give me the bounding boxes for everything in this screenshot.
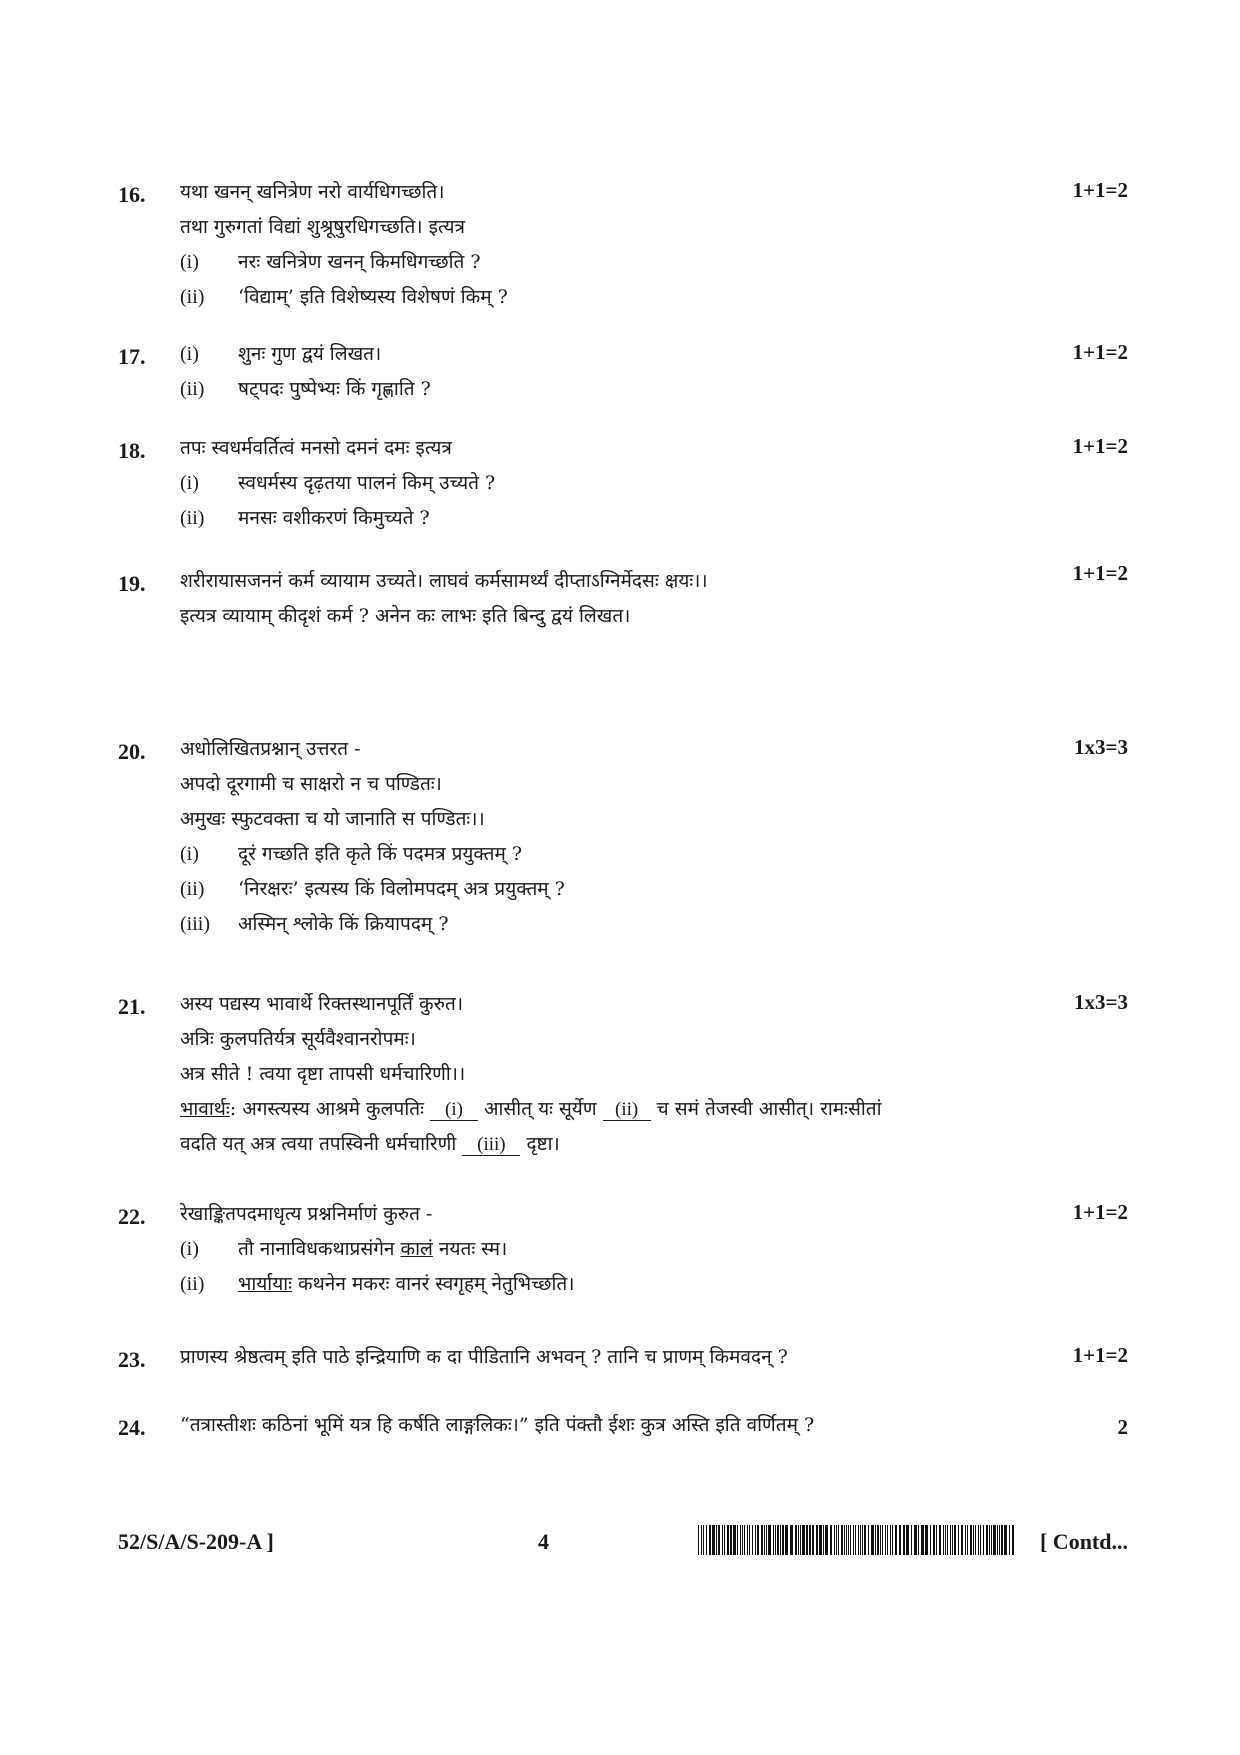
sub-text: शुनः गुण द्वयं लिखत। bbox=[238, 343, 382, 365]
sub-label: (ii) bbox=[180, 878, 205, 900]
barcode-bar bbox=[1009, 1525, 1010, 1555]
barcode-bar bbox=[761, 1525, 763, 1555]
verse-line: अत्र सीते ! त्वया दृष्टा तापसी धर्मचारिणी।। bbox=[180, 1063, 466, 1085]
page-footer bbox=[118, 1525, 1128, 1565]
sub-text: मनसः वशीकरणं किमुच्यते ? bbox=[238, 507, 430, 529]
barcode-bar bbox=[819, 1525, 822, 1555]
barcode-bar bbox=[864, 1525, 866, 1555]
sub-text: दूरं गच्छति इति कृते किं पदमत्र प्रयुक्तम् ? bbox=[238, 843, 523, 865]
bhavarth-text: आसीत् यः सूर्येण bbox=[484, 1098, 597, 1120]
question-text: शरीरायासजननं कर्म व्यायाम उच्यते। लाघवं कर्मसामर्थ्यं दीप्ताऽग्निर्मेदसः क्षयः।। bbox=[180, 570, 708, 592]
sub-label: (i) bbox=[180, 343, 199, 365]
barcode-bar bbox=[703, 1525, 704, 1555]
barcode-bar bbox=[744, 1525, 745, 1555]
barcode-bar bbox=[701, 1525, 702, 1555]
barcode-bar bbox=[877, 1525, 879, 1555]
barcode-bar bbox=[733, 1525, 736, 1555]
question-marks: 2 bbox=[1117, 1415, 1128, 1439]
barcode-bar bbox=[775, 1525, 776, 1555]
barcode-bar bbox=[800, 1525, 801, 1555]
sub-text: ‘विद्याम्’ इति विशेष्यस्य विशेषणं किम् ? bbox=[238, 286, 508, 308]
sub-question bbox=[180, 875, 565, 901]
sub-label: (ii) bbox=[180, 378, 205, 400]
sub-text: षट्पदः पुष्पेभ्यः किं गृह्णाति ? bbox=[238, 378, 431, 400]
question-18 bbox=[118, 434, 1128, 539]
question-24 bbox=[118, 1411, 1128, 1446]
barcode-bar bbox=[1012, 1525, 1014, 1555]
underlined-word: भार्यायाः bbox=[238, 1273, 292, 1295]
barcode-bar bbox=[965, 1525, 966, 1555]
question-marks: 1x3=3 bbox=[1074, 735, 1128, 759]
barcode-bar bbox=[755, 1525, 756, 1555]
barcode-bar bbox=[853, 1525, 854, 1555]
question-marks: 1+1=2 bbox=[1072, 1200, 1128, 1224]
blank-i: (i) bbox=[430, 1100, 478, 1121]
barcode-bar bbox=[993, 1525, 996, 1555]
barcode-bar bbox=[809, 1525, 811, 1555]
barcode-bar bbox=[752, 1525, 753, 1555]
sub-text: नरः खनित्रेण खनन् किमधिगच्छति ? bbox=[238, 251, 481, 273]
question-22 bbox=[118, 1200, 1128, 1305]
sub-label: (i) bbox=[180, 843, 199, 865]
verse-line: अपदो दूरगामी च साक्षरो न च पण्डितः। bbox=[180, 773, 442, 795]
barcode-bar bbox=[885, 1525, 886, 1555]
barcode-bar bbox=[970, 1525, 972, 1555]
sub-label: (iii) bbox=[180, 913, 210, 935]
barcode-bar bbox=[918, 1525, 919, 1555]
question-marks: 1+1=2 bbox=[1072, 1343, 1128, 1367]
question-text: यथा खनन् खनित्रेण नरो वार्यधिगच्छति। bbox=[180, 181, 445, 203]
barcode-bar bbox=[952, 1525, 953, 1555]
barcode-bar bbox=[983, 1525, 984, 1555]
barcode-bar bbox=[973, 1525, 974, 1555]
barcode-bar bbox=[698, 1525, 699, 1555]
question-text: अधोलिखितप्रश्नान् उत्तरत - bbox=[180, 738, 361, 760]
barcode-bar bbox=[887, 1525, 888, 1555]
barcode-bar bbox=[858, 1525, 859, 1555]
barcode-bar bbox=[709, 1525, 711, 1555]
barcode-bar bbox=[871, 1525, 874, 1555]
barcode-bar bbox=[903, 1525, 905, 1555]
barcode-bar bbox=[747, 1525, 748, 1555]
barcode-bar bbox=[986, 1525, 988, 1555]
question-21 bbox=[118, 990, 1128, 1165]
barcode-bar bbox=[868, 1525, 869, 1555]
sub-label: (i) bbox=[180, 1238, 199, 1260]
barcode-bar bbox=[954, 1525, 956, 1555]
barcode-bar bbox=[823, 1525, 824, 1555]
barcode-bar bbox=[947, 1525, 948, 1555]
sub-text: कथनेन मकरः वानरं स्वगृहम् नेतुभिच्छति। bbox=[292, 1273, 575, 1295]
barcode-bar bbox=[718, 1525, 720, 1555]
question-number: 22. bbox=[118, 1204, 146, 1229]
question-20 bbox=[118, 735, 1128, 945]
barcode-bar bbox=[978, 1525, 979, 1555]
barcode-bar bbox=[991, 1525, 992, 1555]
barcode-bar bbox=[936, 1525, 937, 1555]
barcode-bar bbox=[882, 1525, 883, 1555]
sub-label: (ii) bbox=[180, 286, 205, 308]
barcode-bar bbox=[841, 1525, 843, 1555]
barcode-bar bbox=[706, 1525, 707, 1555]
question-number: 16. bbox=[118, 182, 146, 207]
barcode-bar bbox=[899, 1525, 901, 1555]
barcode-bar bbox=[875, 1525, 876, 1555]
barcode-bar bbox=[925, 1525, 928, 1555]
barcode-bar bbox=[997, 1525, 998, 1555]
question-16 bbox=[118, 178, 1128, 308]
barcode-bar bbox=[730, 1525, 732, 1555]
barcode-bar bbox=[1004, 1525, 1007, 1555]
question-marks: 1+1=2 bbox=[1072, 178, 1128, 202]
bhavarth-text: वदति यत् अत्र त्वया तपस्विनी धर्मचारिणी bbox=[180, 1133, 457, 1155]
barcode-bar bbox=[848, 1525, 849, 1555]
barcode-bar bbox=[785, 1525, 788, 1555]
question-number: 20. bbox=[118, 739, 146, 764]
barcode-bar bbox=[855, 1525, 856, 1555]
barcode-bar bbox=[930, 1525, 931, 1555]
barcode-bar bbox=[860, 1525, 861, 1555]
bhavarth-text: दृष्टा। bbox=[526, 1133, 560, 1155]
barcode-bar bbox=[906, 1525, 909, 1555]
blank-ii: (ii) bbox=[603, 1100, 651, 1121]
barcode-bar bbox=[798, 1525, 799, 1555]
barcode-bar bbox=[914, 1525, 917, 1555]
barcode-bar bbox=[844, 1525, 845, 1555]
barcode-bar bbox=[790, 1525, 793, 1555]
barcode-bar bbox=[777, 1525, 779, 1555]
question-number: 18. bbox=[118, 438, 146, 463]
barcode-bar bbox=[862, 1525, 863, 1555]
barcode-bar bbox=[980, 1525, 981, 1555]
barcode-bar bbox=[836, 1525, 837, 1555]
question-marks: 1x3=3 bbox=[1074, 990, 1128, 1014]
page-number: 4 bbox=[538, 1529, 549, 1554]
sub-label: (ii) bbox=[180, 507, 205, 529]
barcode-bar bbox=[749, 1525, 750, 1555]
barcode-bar bbox=[806, 1525, 808, 1555]
barcode-bar bbox=[812, 1525, 814, 1555]
sub-text: अस्मिन् श्लोके किं क्रियापदम् ? bbox=[238, 913, 449, 935]
question-19 bbox=[118, 563, 1128, 638]
barcode-bar bbox=[880, 1525, 881, 1555]
barcode-bar bbox=[712, 1525, 715, 1555]
sub-question bbox=[180, 283, 508, 309]
question-text: अस्य पद्यस्य भावार्थे रिक्तस्थानपूर्तिं कुरुत। bbox=[180, 993, 464, 1015]
question-number: 21. bbox=[118, 994, 146, 1019]
barcode-bar bbox=[895, 1525, 897, 1555]
question-number: 17. bbox=[118, 344, 146, 369]
barcode-icon bbox=[698, 1525, 1016, 1555]
barcode-bar bbox=[816, 1525, 818, 1555]
barcode-bar bbox=[975, 1525, 976, 1555]
verse-line: अत्रिः कुलपतिर्यत्र सूर्यवैश्वानरोपमः। bbox=[180, 1028, 416, 1050]
question-number: 19. bbox=[118, 571, 146, 596]
bhavarth-label: भावार्थः bbox=[180, 1098, 230, 1120]
barcode-bar bbox=[989, 1525, 990, 1555]
sub-question bbox=[180, 375, 431, 401]
sub-label: (i) bbox=[180, 251, 199, 273]
barcode-bar bbox=[945, 1525, 946, 1555]
question-17 bbox=[118, 340, 1128, 410]
barcode-bar bbox=[727, 1525, 729, 1555]
barcode-bar bbox=[958, 1525, 959, 1555]
question-marks: 1+1=2 bbox=[1072, 561, 1128, 585]
bhavarth-line bbox=[180, 1130, 560, 1156]
colon: : bbox=[229, 1098, 243, 1120]
sub-question bbox=[180, 840, 522, 866]
sub-question bbox=[180, 910, 449, 936]
sub-label: (i) bbox=[180, 472, 199, 494]
barcode-bar bbox=[890, 1525, 891, 1555]
question-text: इत्यत्र व्यायाम् कीदृशं कर्म ? अनेन कः लाभः इति बिन्दु द्वयं लिखत। bbox=[180, 605, 631, 627]
barcode-bar bbox=[892, 1525, 893, 1555]
barcode-bar bbox=[740, 1525, 741, 1555]
barcode-bar bbox=[834, 1525, 835, 1555]
sub-question bbox=[180, 504, 430, 530]
sub-question bbox=[180, 1235, 507, 1261]
question-marks: 1+1=2 bbox=[1072, 434, 1128, 458]
question-text: रेखाङ्कितपदमाधृत्य प्रश्ननिर्माणं कुरुत - bbox=[180, 1203, 433, 1225]
question-text: तपः स्वधर्मवर्तित्वं मनसो दमनं दमः इत्यत्र bbox=[180, 437, 452, 459]
continued-label: [ Contd... bbox=[1039, 1529, 1128, 1554]
sub-question bbox=[180, 1270, 574, 1296]
barcode-bar bbox=[1001, 1525, 1003, 1555]
barcode-bar bbox=[802, 1525, 805, 1555]
sub-text: नयतः स्म। bbox=[432, 1238, 508, 1260]
sub-label: (ii) bbox=[180, 1273, 205, 1295]
question-marks: 1+1=2 bbox=[1072, 340, 1128, 364]
barcode-bar bbox=[921, 1525, 924, 1555]
paper-code: 52/S/A/S-209-A ] bbox=[118, 1529, 274, 1554]
barcode-bar bbox=[999, 1525, 1000, 1555]
sub-text: स्वधर्मस्य दृढ़तया पालनं किम् उच्यते ? bbox=[238, 472, 496, 494]
barcode-bar bbox=[795, 1525, 797, 1555]
barcode-bar bbox=[737, 1525, 738, 1555]
bhavarth-text: अगस्त्यस्य आश्रमे कुलपतिः bbox=[242, 1098, 424, 1120]
barcode-bar bbox=[933, 1525, 935, 1555]
barcode-bar bbox=[724, 1525, 725, 1555]
barcode-bar bbox=[838, 1525, 839, 1555]
sub-question bbox=[180, 469, 495, 495]
underlined-word: कालं bbox=[400, 1238, 433, 1260]
barcode-bar bbox=[939, 1525, 941, 1555]
barcode-bar bbox=[782, 1525, 784, 1555]
question-23 bbox=[118, 1343, 1128, 1378]
barcode-bar bbox=[722, 1525, 723, 1555]
question-text: “तत्रास्तीशः कठिनां भूमिं यत्र हि कर्षति लाङ्गलिकः।” इति पंक्तौ ईशः कुत्र अस्ति इति वर्णितम् ? bbox=[180, 1414, 815, 1436]
sub-question bbox=[180, 340, 381, 366]
blank-iii: (iii) bbox=[462, 1135, 520, 1156]
barcode-bar bbox=[757, 1525, 759, 1555]
verse-line: अमुखः स्फुटवक्ता च यो जानाति स पण्डितः।। bbox=[180, 808, 485, 830]
question-number: 24. bbox=[118, 1415, 146, 1440]
barcode-bar bbox=[911, 1525, 912, 1555]
barcode-bar bbox=[943, 1525, 944, 1555]
barcode-bar bbox=[961, 1525, 963, 1555]
barcode-bar bbox=[742, 1525, 743, 1555]
bhavarth-text: च समं तेजस्वी आसीत्। रामःसीतां bbox=[656, 1098, 882, 1120]
sub-text: ‘निरक्षरः’ इत्यस्य किं विलोमपदम् अत्र प्रयुक्तम् ? bbox=[238, 878, 565, 900]
bhavarth-line bbox=[180, 1095, 882, 1121]
barcode-bar bbox=[825, 1525, 828, 1555]
sub-question bbox=[180, 248, 481, 274]
barcode-bar bbox=[846, 1525, 847, 1555]
barcode-bar bbox=[967, 1525, 968, 1555]
barcode-bar bbox=[716, 1525, 717, 1555]
question-text: तथा गुरुगतां विद्यां शुश्रूषुरधिगच्छति। इत्यत्र bbox=[180, 216, 465, 238]
barcode-bar bbox=[764, 1525, 765, 1555]
question-number: 23. bbox=[118, 1347, 146, 1372]
sub-text: तौ नानाविधकथाप्रसंगेन bbox=[238, 1238, 401, 1260]
barcode-bar bbox=[950, 1525, 951, 1555]
barcode-bar bbox=[773, 1525, 774, 1555]
barcode-bar bbox=[850, 1525, 851, 1555]
barcode-bar bbox=[768, 1525, 771, 1555]
barcode-bar bbox=[766, 1525, 767, 1555]
barcode-bar bbox=[780, 1525, 781, 1555]
barcode-bar bbox=[830, 1525, 832, 1555]
question-text: प्राणस्य श्रेष्ठत्वम् इति पाठे इन्द्रियाणि क दा पीडितानि अभवन् ? तानि च प्राणम् किमवदन् ? bbox=[180, 1346, 788, 1368]
